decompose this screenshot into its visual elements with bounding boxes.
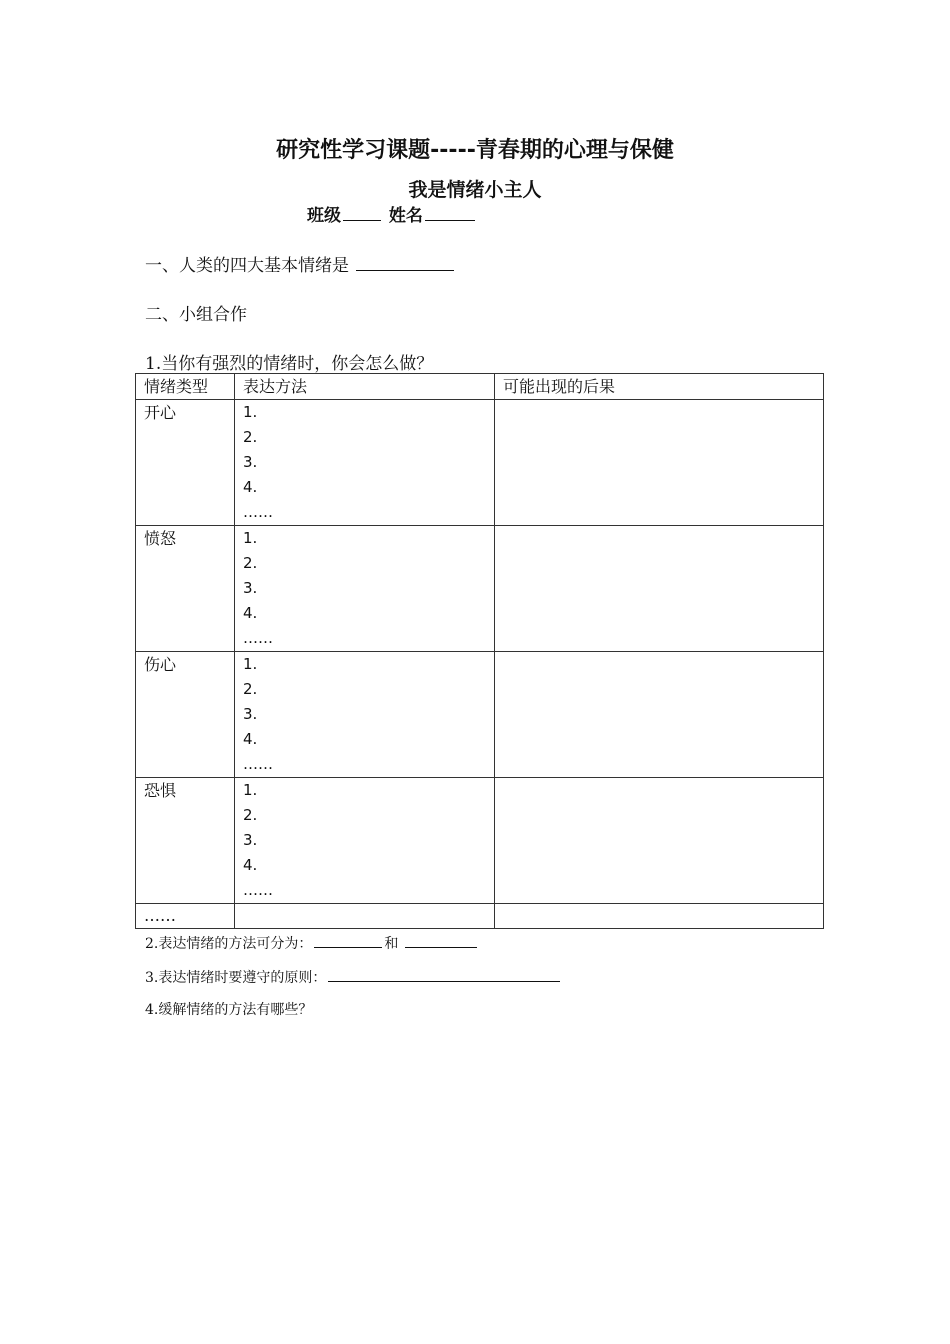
question-2-2-blank-2[interactable] — [405, 930, 477, 948]
step-item: …… — [243, 755, 273, 773]
emotion-table — [135, 373, 824, 929]
consequence-cell[interactable] — [495, 400, 824, 526]
class-blank[interactable] — [343, 203, 381, 221]
step-item: 4. — [243, 730, 258, 748]
question-2-3 — [145, 964, 562, 987]
step-item: …… — [243, 881, 273, 899]
step-item: …… — [243, 629, 273, 647]
consequence-cell[interactable] — [495, 652, 824, 778]
step-item: 3. — [243, 705, 258, 723]
table-header-cell: 情绪类型 — [136, 374, 235, 400]
question-2-1: 1.当你有强烈的情绪时，你会怎么做？ — [145, 354, 434, 374]
emotion-cell: …… — [136, 904, 235, 929]
consequence-cell[interactable] — [495, 526, 824, 652]
question-2-2-text: 2.表达情绪的方法可分为： — [145, 936, 313, 952]
step-item: 2. — [243, 680, 258, 698]
question-2-2-and: 和 — [384, 936, 399, 952]
question-2-heading: 二、小组合作 — [145, 305, 247, 325]
table-row — [136, 778, 824, 904]
question-2-2-blank-1[interactable] — [314, 930, 382, 948]
table-header-cell: 表达方法 — [235, 374, 495, 400]
name-label: 姓名 — [388, 206, 423, 226]
name-blank[interactable] — [425, 203, 475, 221]
step-item: 3. — [243, 579, 258, 597]
question-1-text: 一、人类的四大基本情绪是 — [145, 256, 349, 276]
emotion-cell: 开心 — [136, 400, 235, 526]
class-label: 班级 — [307, 206, 341, 226]
step-item: 3. — [243, 831, 258, 849]
table-row — [136, 400, 824, 526]
method-cell[interactable] — [235, 778, 495, 904]
method-cell[interactable] — [235, 526, 495, 652]
question-2-3-blank[interactable] — [328, 964, 560, 982]
step-item: …… — [243, 503, 273, 521]
table-header-cell: 可能出现的后果 — [495, 374, 824, 400]
step-item: 2. — [243, 806, 258, 824]
page-title: 研究性学习课题-----青春期的心理与保健 — [276, 138, 674, 163]
page-subtitle: 我是情绪小主人 — [408, 179, 542, 201]
step-item: 1. — [243, 781, 258, 799]
step-item: 4. — [243, 856, 258, 874]
emotion-cell: 恐惧 — [136, 778, 235, 904]
method-cell[interactable] — [235, 400, 495, 526]
step-item: 4. — [243, 604, 258, 622]
step-item: 3. — [243, 453, 258, 471]
emotion-cell: 愤怒 — [136, 526, 235, 652]
consequence-cell[interactable] — [495, 904, 824, 929]
emotion-cell: 伤心 — [136, 652, 235, 778]
question-1 — [145, 251, 456, 276]
step-item: 1. — [243, 403, 258, 421]
question-2-3-text: 3.表达情绪时要遵守的原则： — [145, 970, 327, 986]
step-item: 2. — [243, 554, 258, 572]
table-row — [136, 652, 824, 778]
consequence-cell[interactable] — [495, 778, 824, 904]
question-2-2 — [145, 930, 479, 953]
step-item: 1. — [243, 655, 258, 673]
table-header-row — [136, 374, 824, 400]
step-item: 1. — [243, 529, 258, 547]
step-item: 4. — [243, 478, 258, 496]
class-name-line — [307, 201, 477, 226]
step-item: 2. — [243, 428, 258, 446]
method-cell[interactable] — [235, 652, 495, 778]
method-cell[interactable] — [235, 904, 495, 929]
table-row — [136, 526, 824, 652]
table-row — [136, 904, 824, 929]
question-1-blank[interactable] — [356, 253, 454, 271]
question-2-4: 4.缓解情绪的方法有哪些？ — [145, 1002, 313, 1018]
